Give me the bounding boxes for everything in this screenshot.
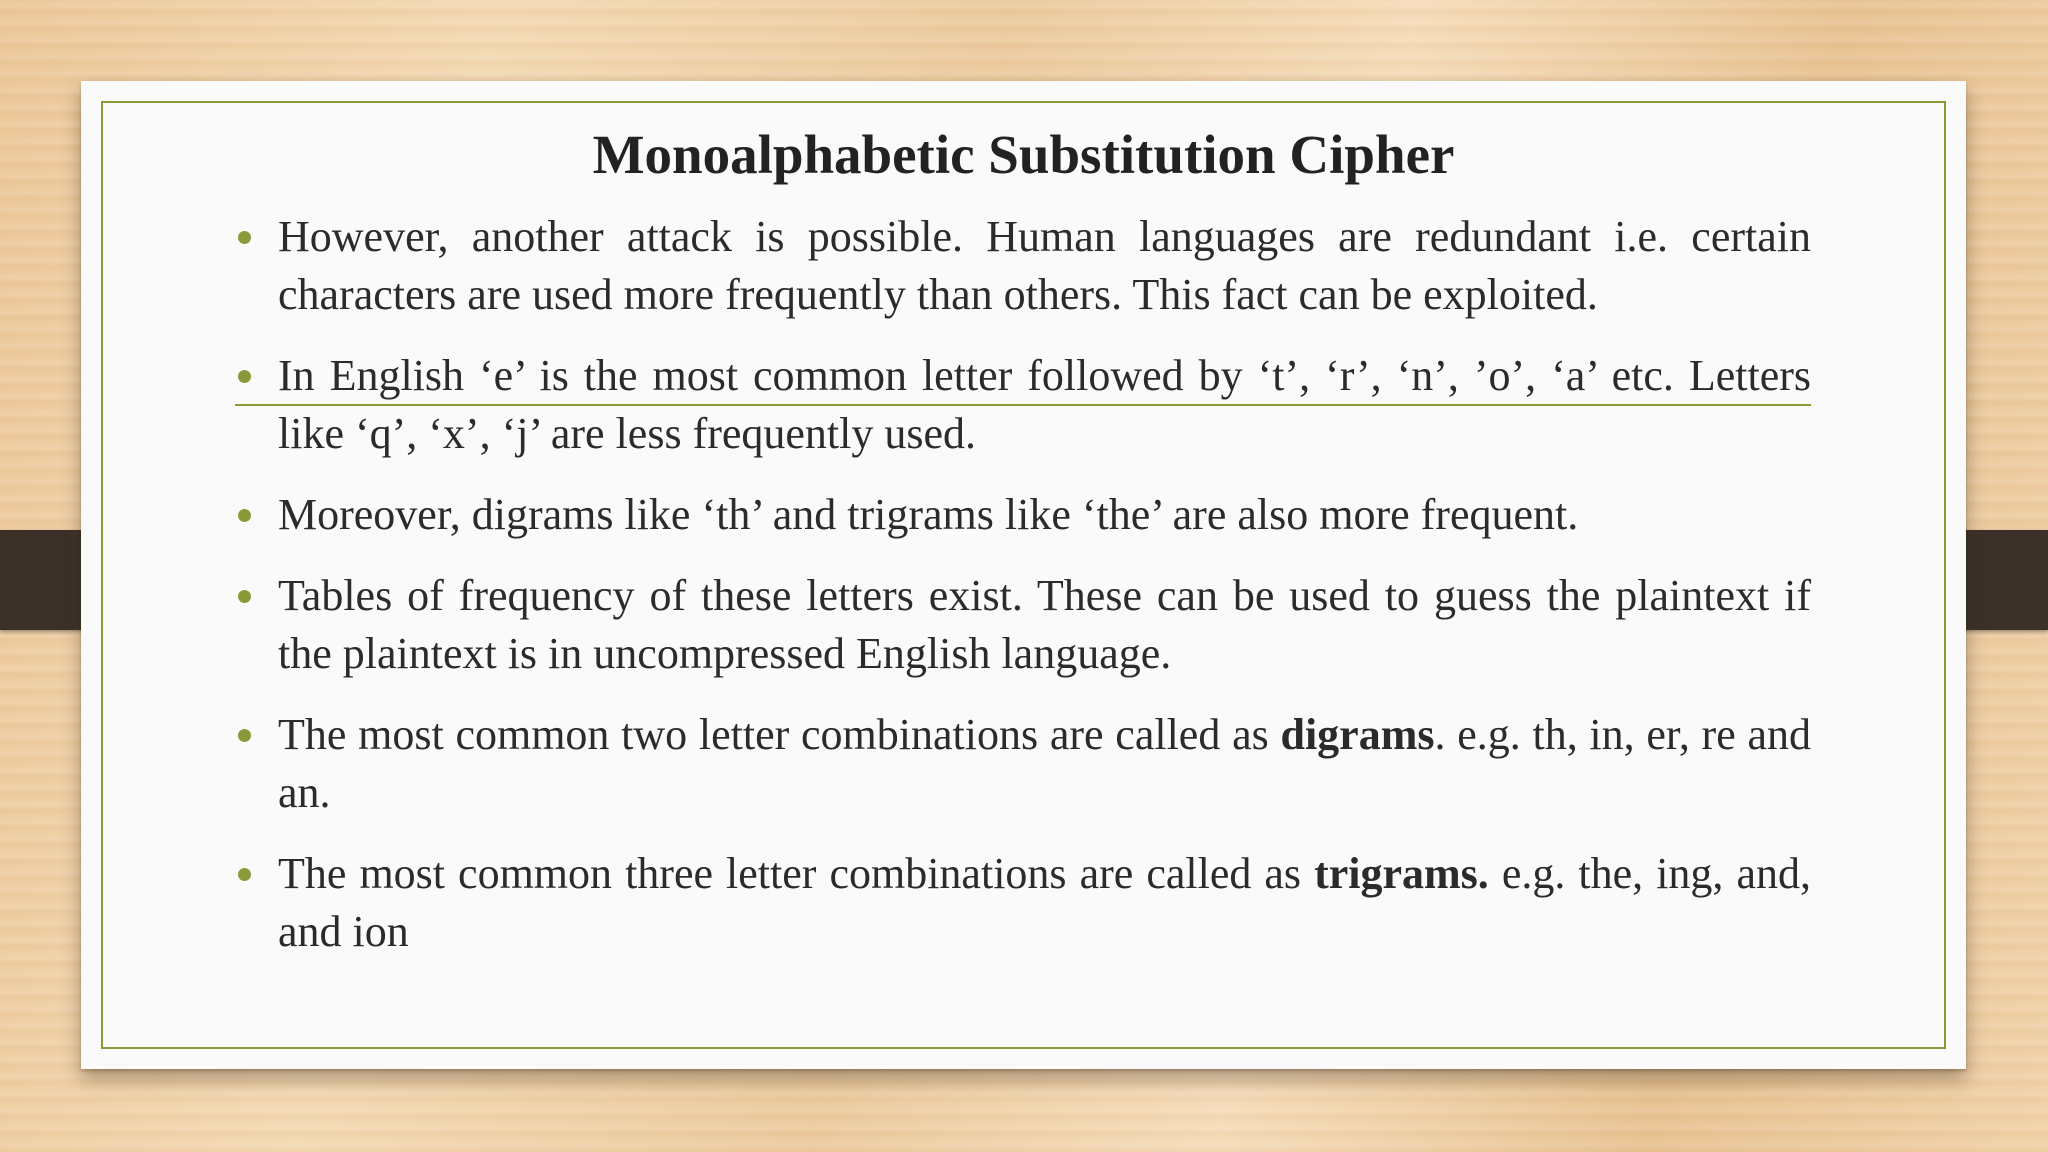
bullet-item	[235, 208, 1811, 324]
bullet-term-digrams: digrams	[1280, 710, 1435, 759]
bullet-text: Moreover, digrams like ‘th’ and trigrams like ‘the’ are also more frequent.	[278, 490, 1579, 539]
slide-title: Monoalphabetic Substitution Cipher	[592, 124, 1455, 185]
bullet-term-trigrams: trigrams.	[1314, 849, 1489, 898]
bullet-text: In English ‘e’ is the most common letter followed by ‘t’, ‘r’, ‘n’, ’o’, ‘a’ etc. Letters like ‘q’, ‘x’, ‘j’ are less frequently used.	[278, 351, 1811, 458]
bullet-item	[235, 706, 1811, 822]
bullet-list	[235, 208, 1811, 984]
bullet-item	[235, 486, 1811, 544]
bullet-item	[235, 567, 1811, 683]
bullet-text-tail: . e.g. th, in, er, re and an.	[278, 710, 1812, 817]
bullet-text: Tables of frequency of these letters exist. These can be used to guess the plaintext if the plaintext is in uncompressed English language.	[278, 571, 1811, 678]
bullet-text-lead: The most common three letter combinations are called as	[278, 849, 1315, 898]
bullet-item	[235, 845, 1811, 961]
bullet-item	[235, 347, 1811, 463]
bullet-text-tail: e.g. the, ing, and, and ion	[278, 849, 1811, 956]
accent-underline	[235, 404, 1811, 406]
slide-paper	[81, 81, 1966, 1069]
bullet-text: However, another attack is possible. Human languages are redundant i.e. certain characters are used more frequently than others. This fact can be exploited.	[278, 212, 1811, 319]
bullet-text-lead: The most common two letter combinations are called as	[278, 710, 1281, 759]
